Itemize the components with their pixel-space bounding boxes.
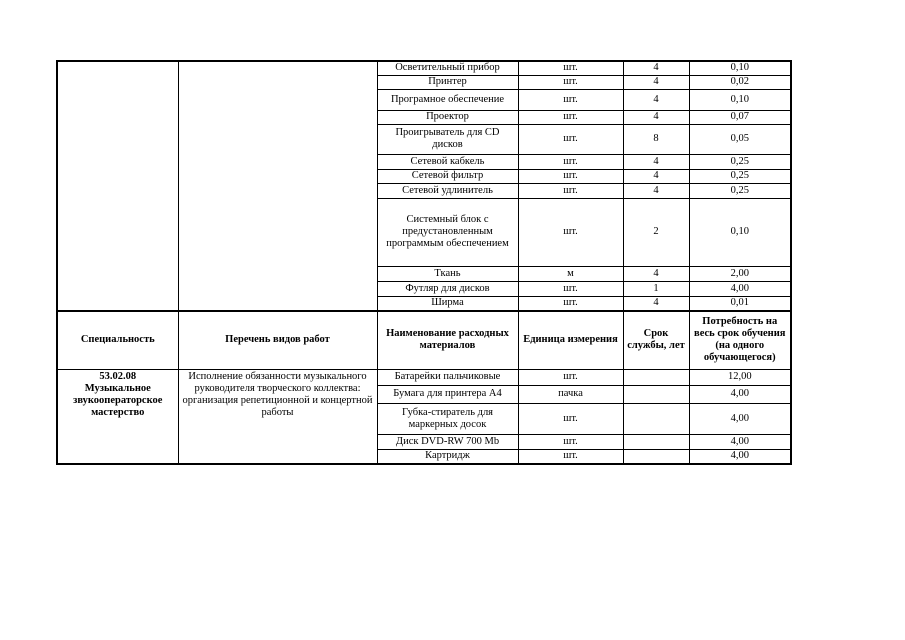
material-name: Проигрыватель для CD дисков (377, 124, 518, 154)
header-materials: Наименование расходных материалов (377, 311, 518, 369)
material-need: 0,25 (689, 183, 791, 198)
material-term: 4 (623, 61, 689, 75)
header-works: Перечень видов работ (178, 311, 377, 369)
material-unit: шт. (518, 434, 623, 449)
material-unit: шт. (518, 198, 623, 266)
material-term: 4 (623, 296, 689, 311)
material-term (623, 385, 689, 403)
material-name: Проектор (377, 110, 518, 124)
material-term: 4 (623, 266, 689, 281)
material-term: 4 (623, 169, 689, 183)
material-term: 4 (623, 183, 689, 198)
material-unit: шт. (518, 449, 623, 464)
material-term: 8 (623, 124, 689, 154)
material-name: Принтер (377, 75, 518, 89)
material-need: 12,00 (689, 369, 791, 385)
material-term: 1 (623, 281, 689, 296)
blank-works-cell (178, 61, 377, 311)
header-term: Срок службы, лет (623, 311, 689, 369)
material-name: Сетевой фильтр (377, 169, 518, 183)
material-term (623, 369, 689, 385)
material-name: Батарейки пальчиковые (377, 369, 518, 385)
material-name: Бумага для принтера А4 (377, 385, 518, 403)
material-unit: шт. (518, 369, 623, 385)
material-need: 0,10 (689, 198, 791, 266)
material-need: 2,00 (689, 266, 791, 281)
material-need: 0,25 (689, 154, 791, 169)
material-need: 0,05 (689, 124, 791, 154)
material-need: 4,00 (689, 403, 791, 434)
material-name: Диск DVD-RW 700 Mb (377, 434, 518, 449)
material-unit: шт. (518, 403, 623, 434)
specialty-cell (57, 369, 178, 464)
material-need: 4,00 (689, 385, 791, 403)
material-need: 0,07 (689, 110, 791, 124)
works-cell: Исполнение обязанности музыкального руководителя творческого коллектва: организация репетиционной и концертной работы (178, 369, 377, 464)
table-row (57, 61, 791, 75)
specialty-code: 53.02.08 (99, 370, 137, 382)
material-name: Ширма (377, 296, 518, 311)
material-need: 4,00 (689, 281, 791, 296)
material-unit: пачка (518, 385, 623, 403)
material-term: 4 (623, 89, 689, 110)
material-name: Губка-стиратель для маркерных досок (377, 403, 518, 434)
header-need: Потребность на весь срок обучения (на одного обучающегося) (689, 311, 791, 369)
material-need: 0,10 (689, 89, 791, 110)
header-unit: Единица измерения (518, 311, 623, 369)
material-term: 4 (623, 75, 689, 89)
material-term (623, 449, 689, 464)
material-term: 4 (623, 110, 689, 124)
material-name: Футляр для дисков (377, 281, 518, 296)
material-unit: шт. (518, 61, 623, 75)
material-name: Осветительный прибор (377, 61, 518, 75)
material-name: Картридж (377, 449, 518, 464)
material-unit: шт. (518, 89, 623, 110)
material-unit: шт. (518, 124, 623, 154)
material-unit: м (518, 266, 623, 281)
material-unit: шт. (518, 110, 623, 124)
material-name: Сетевой кабкель (377, 154, 518, 169)
material-need: 0,25 (689, 169, 791, 183)
blank-specialty-cell (57, 61, 178, 311)
material-need: 0,01 (689, 296, 791, 311)
material-need: 4,00 (689, 434, 791, 449)
material-name: Ткань (377, 266, 518, 281)
material-unit: шт. (518, 183, 623, 198)
material-unit: шт. (518, 169, 623, 183)
material-unit: шт. (518, 75, 623, 89)
material-need: 0,02 (689, 75, 791, 89)
material-need: 0,10 (689, 61, 791, 75)
material-unit: шт. (518, 296, 623, 311)
material-name: Програмное обеспечение (377, 89, 518, 110)
material-name: Системный блок с предустановленным программым обеспечением (377, 198, 518, 266)
header-specialty: Специальность (57, 311, 178, 369)
material-term: 2 (623, 198, 689, 266)
material-name: Сетевой удлинитель (377, 183, 518, 198)
material-term: 4 (623, 154, 689, 169)
table-row (57, 369, 791, 385)
materials-table (56, 60, 792, 465)
material-unit: шт. (518, 281, 623, 296)
header-row (57, 311, 791, 369)
material-term (623, 403, 689, 434)
material-need: 4,00 (689, 449, 791, 464)
specialty-name: Музыкальное звукооператорское мастерство (73, 382, 163, 418)
material-unit: шт. (518, 154, 623, 169)
material-term (623, 434, 689, 449)
